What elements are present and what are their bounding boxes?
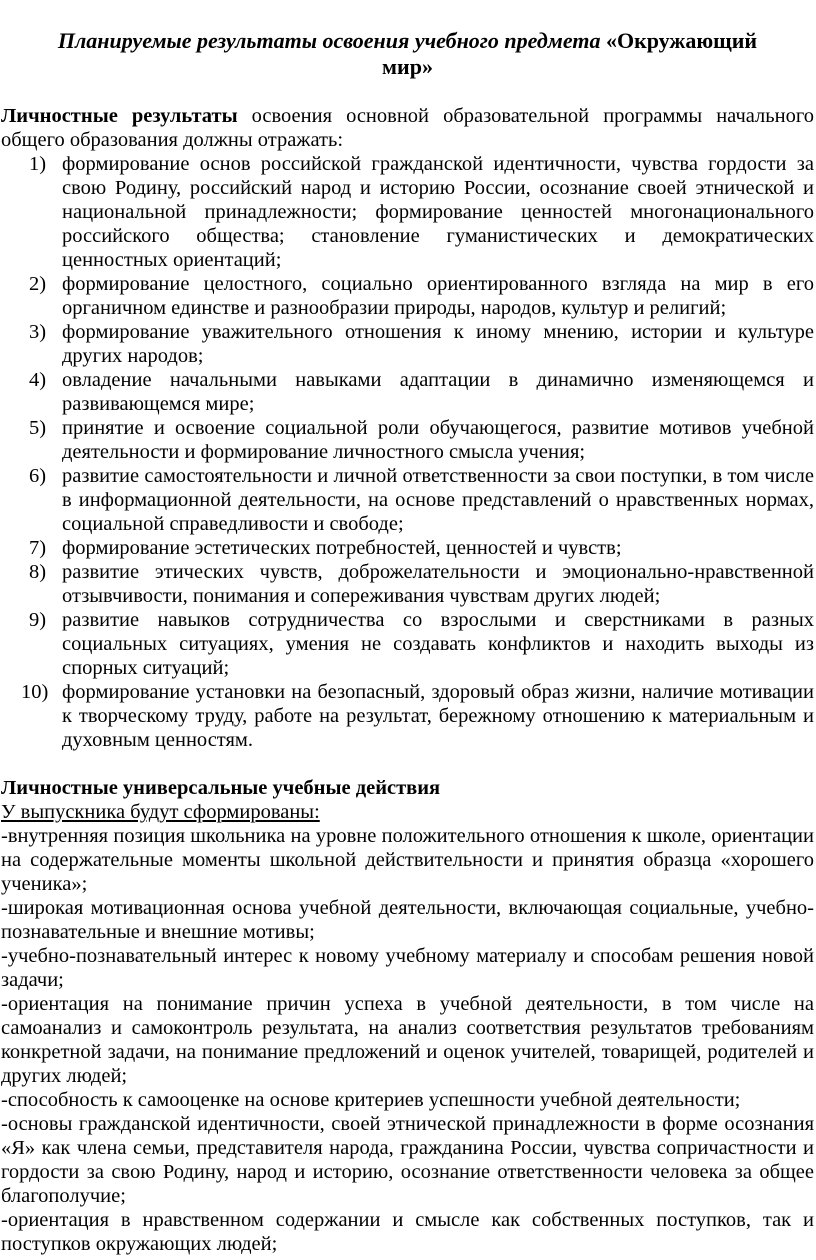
list-item-text: развитие навыков сотрудничества со взрослыми и сверстниками в разных социальных ситуациях, умения не создавать конфликтов и находить выходы из спорных ситуаций; <box>62 609 814 679</box>
list-item-number: 3) <box>29 321 47 343</box>
list-item-text: формирование эстетических потребностей, ценностей и чувств; <box>62 537 622 559</box>
list-item-text: формирование уважительного отношения к иному мнению, истории и культуре других народов; <box>62 321 814 367</box>
personal-results-lead-text: освоения основной образовательной программы начального общего образования должны отражать: <box>1 105 814 151</box>
personal-results-lead: Личностные результаты <box>1 105 238 127</box>
list-item-number: 4) <box>29 369 47 391</box>
list-item-text: развитие самостоятельности и личной ответственности за свои поступки, в том числе в информационной деятельности, на основе представлений о нравственных нормах, социальной справедливости и свободе; <box>62 465 814 535</box>
list-item: -способность к самооценке на основе критериев успешности учебной деятельности; <box>1 1089 741 1111</box>
personal-results-list <box>1 152 814 752</box>
list-item-number: 7) <box>29 537 47 559</box>
title-italic-part: Планируемые результаты освоения учебного предмета <box>57 28 601 53</box>
list-item <box>1 560 814 608</box>
list-item-number: 8) <box>29 561 47 583</box>
list-item-number: 1) <box>29 153 47 175</box>
list-item-text: развитие этических чувств, доброжелательности и эмоционально-нравственной отзывчивости, понимания и сопереживания чувствам других людей; <box>62 561 814 607</box>
list-item: -основы гражданской идентичности, своей этнической принадлежности в форме осознания «Я» как члена семьи, представителя народа, гражданина России, чувства сопричастности и гордости за свою Родину, народ и историю, осознание ответственности человека за общее благополучие; <box>1 1113 814 1207</box>
list-item: -ориентация на понимание причин успеха в учебной деятельности, в том числе на самоанализ и самоконтроль результата, на анализ соответствия результатов требованиям конкретной задачи, на понимание предложений и оценок учителей, товарищей, родителей и других людей; <box>1 993 814 1087</box>
section-subheading: У выпускника будут сформированы: <box>1 801 320 823</box>
list-item: -широкая мотивационная основа учебной деятельности, включающая социальные, учебно-познавательные и внешние мотивы; <box>1 897 814 943</box>
list-item-text: формирование целостного, социально ориентированного взгляда на мир в его органичном единстве и разнообразии природы, народов, культур и религий; <box>62 273 814 319</box>
personal-uud-list <box>1 824 814 1256</box>
list-item-number: 6) <box>29 465 47 487</box>
list-item-number: 5) <box>29 417 47 439</box>
page-title <box>31 28 784 80</box>
list-item <box>1 152 814 272</box>
list-item-number: 10) <box>21 681 49 703</box>
list-item-number: 2) <box>29 273 47 295</box>
list-item <box>1 608 814 680</box>
list-item <box>1 368 814 416</box>
list-item <box>1 416 814 464</box>
personal-results-intro <box>1 104 814 152</box>
list-item <box>1 680 814 752</box>
list-item <box>1 464 814 536</box>
list-item-text: формирование установки на безопасный, здоровый образ жизни, наличие мотивации к творческому труду, работе на результат, бережному отношению к материальным и духовным ценностям. <box>62 681 814 751</box>
list-item <box>1 536 814 560</box>
list-item-number: 9) <box>29 609 47 631</box>
list-item-text: формирование основ российской гражданской идентичности, чувства гордости за свою Родину, российский народ и историю России, осознание своей этнической и национальной принадлежности; формирование ценностей многонационального российского общества; становление гуманистических и демократических ценностных ориентаций; <box>62 153 814 271</box>
title-subject-name: «Окружающий мир» <box>382 28 758 79</box>
list-item-text: овладение начальными навыками адаптации в динамично изменяющемся и развивающемся мире; <box>62 369 814 415</box>
list-item: -внутренняя позиция школьника на уровне положительного отношения к школе, ориентации на содержательные моменты школьной действительности и принятия образца «хорошего ученика»; <box>1 825 814 895</box>
list-item: -учебно-познавательный интерес к новому учебному материалу и способам решения новой задачи; <box>1 945 814 991</box>
list-item-text: принятие и освоение социальной роли обучающегося, развитие мотивов учебной деятельности и формирование личностного смысла учения; <box>62 417 814 463</box>
section-heading-personal-uud: Личностные универсальные учебные действия <box>1 777 441 799</box>
list-item <box>1 320 814 368</box>
list-item <box>1 272 814 320</box>
list-item: -ориентация в нравственном содержании и смысле как собственных поступков, так и поступков окружающих людей; <box>1 1209 814 1255</box>
